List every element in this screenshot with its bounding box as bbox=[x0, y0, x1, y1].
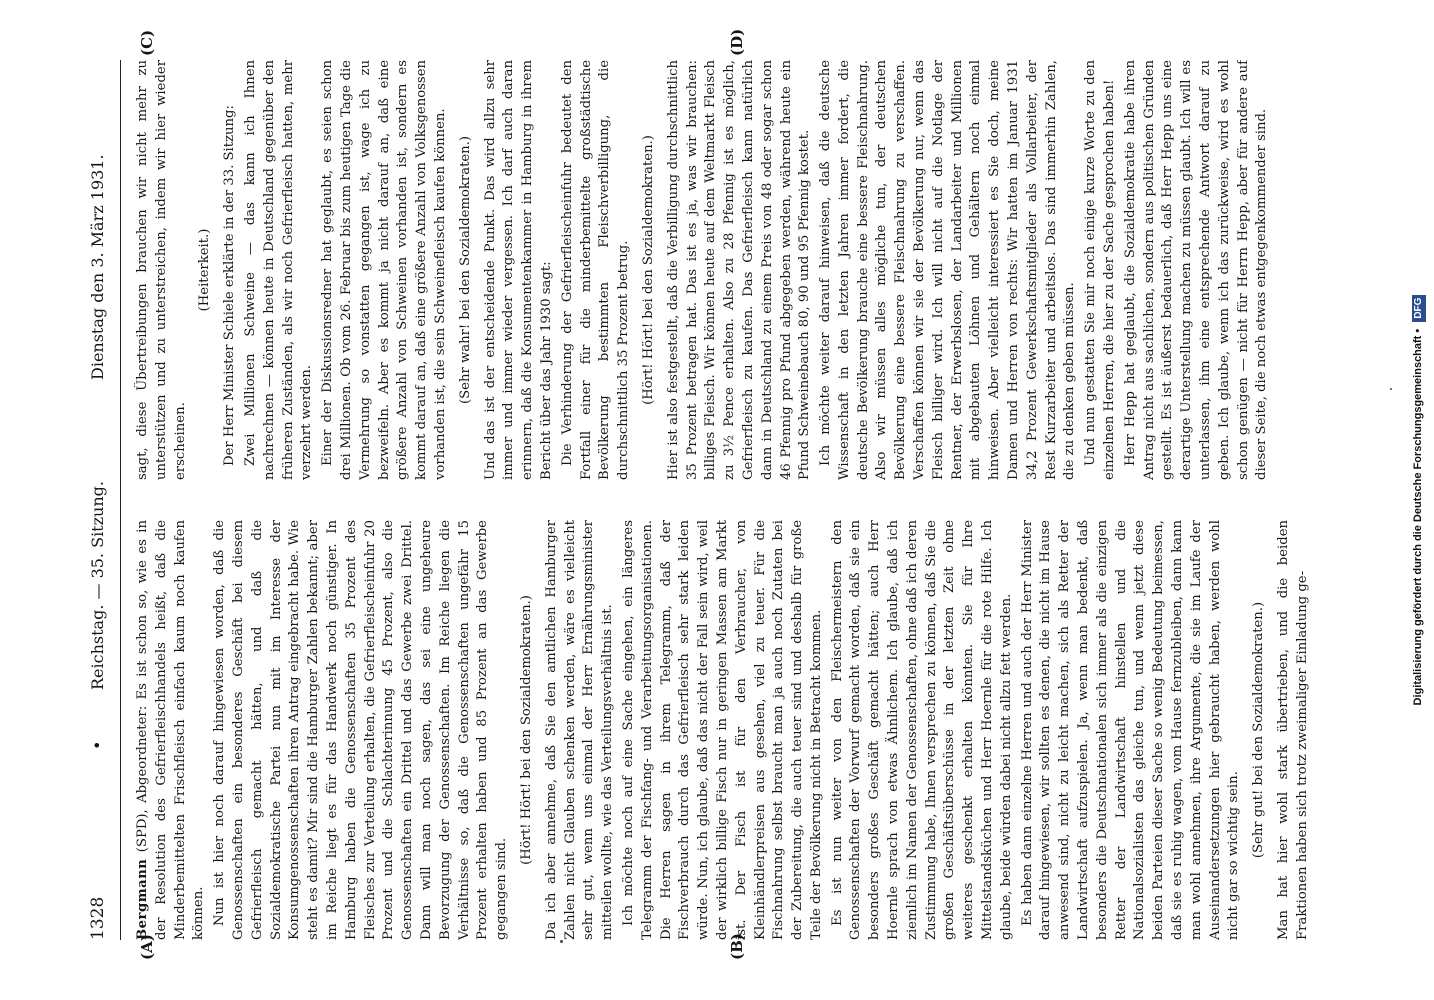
paragraph bbox=[1082, 60, 1120, 480]
paragraph bbox=[543, 520, 618, 940]
paragraph-text: Da ich aber annehme, daß Sie den amtlichen Hamburger Zahlen nicht Glauben schenken werden, wäre es vielleicht sehr gut, wenn uns einmal der Herr Ernährungsminister mitteilen wollte, wie das Verteilungsverhältnis ist. bbox=[543, 520, 616, 940]
paragraph bbox=[817, 60, 1080, 480]
paragraph-text: Die Verhinderung der Gefrierfleischeinfuhr bedeutet den Fortfall einer für die minderbemittelte großstädtische Bevölkerung bestimmten Fleischverbilligung, die durchschnittlich 35 Prozent betrug. bbox=[559, 60, 632, 480]
paragraph bbox=[665, 60, 815, 480]
scan-speck bbox=[1390, 388, 1392, 390]
paragraph-text: Nun ist hier noch darauf hingewiesen worden, daß die Genossenschaften ein besonderes Geschäft bei diesem Gefrierfleisch gemacht hätten, und daß die Sozialdemokratische Partei nun mit im Interesse der Konsumgenossenschaften ihren Antrag eingebracht habe. Wie steht es damit? Mir sind die Hamburger Zahlen bekannt; aber im Reiche liegt es für das Handwerk noch günstiger. In Hamburg haben die Genossenschaften 35 Prozent des Fleisches zur Verteilung erhalten, die Gefrierfleischeinfuhr 20 Prozent und die Schlachterinnung 45 Prozent, also die Genossenschaften ein Drittel und das Gewerbe zwei Drittel. Dann will man noch sagen, das sei eine ungeheure Bevorzugung der Genossenschaften. Im Reiche liegen die Verhältnisse so, daß die Genossenschaften ungefähr 15 Prozent erhalten haben und 85 Prozent an das Gewerbe gegangen sind. bbox=[212, 520, 510, 940]
speaker-name: Bergmann bbox=[135, 858, 150, 940]
margin-marker-c: (C) bbox=[138, 29, 156, 56]
paragraph-text: sagt, diese Übertreibungen brauchen wir nicht mehr zu unterstützen und zu unterstreichen, indem wir hier wieder erscheinen. bbox=[135, 60, 188, 480]
paragraph-text: (Hört! Hört! bei den Sozialdemokraten.) bbox=[518, 595, 534, 865]
paragraph-text: Es haben dann einzelne Herren und auch der Herr Minister darauf hingewiesen, wir sollten es denen, die nicht im Hause anwesend sind, nicht zu leicht machen, sich als Retter der Landwirtschaft aufzuspielen. Ja, wenn man bedenkt, daß besonders die Deutschnationalen sich immer als die einzigen Retter der Landwirtschaft hinstellen und die Nationalsozialisten das gleiche tun, und wenn jetzt diese beiden Parteien dieser Sache so wenig Bedeutung beimessen, daß sie es ruhig wagen, vom Hause fernzubleiben, dann kann man wohl annehmen, ihre Argumente, die sie im Laufe der Auseinandersetzungen hier gebraucht haben, werden wohl nicht gar so wichtig sein. bbox=[1019, 520, 1242, 940]
paragraph-text: Ich möchte noch auf eine Sache eingehen, ein längeres Telegramm der Fischfang- und Verarbeitungsorganisationen. Die Herren sagen in ihrem Telegramm, daß der Fischverbrauch durch das Gefrierfleisch sehr stark leiden würde. Nun, ich glaube, daß das nicht der Fall sein wird, weil der wirklich billige Fisch nur in geringen Massen am Markt ist. Der Fisch ist für den Verbraucher, von Kleinhändlerpreisen aus gesehen, viel zu teuer. Für die Fischnahrung selbst braucht man ja auch noch Zutaten bei der Zubereitung, die auch teuer sind und deshalb für große Teile der Bevölkerung nicht in Betracht kommen. bbox=[620, 520, 824, 940]
paragraph bbox=[211, 520, 512, 940]
interjection bbox=[196, 60, 215, 480]
paragraph-text: (Hört! Hört! bei den Sozialdemokraten.) bbox=[640, 135, 656, 405]
left-text-column bbox=[134, 520, 1314, 940]
digitization-watermark bbox=[1398, 0, 1434, 1000]
paragraph-text: Ich möchte weiter darauf hinweisen, daß die deutsche Wissenschaft in den letzten Jahren immer fordert, die deutsche Bevölkerung brauche eine bessere Fleischnahrung. Also wir müssen alles mögliche tun, der deutschen Bevölkerung eine bessere Fleischnahrung zu verschaffen. Verschaffen können wir sie der Bevölkerung nur, wenn das Fleisch billiger wird. Ich will nicht auf die Notlage der Rentner, der Erwerbslosen, der Landarbeiter und Millionen mit abgebauten Löhnen und Gehältern noch einmal hinweisen. Aber vielleicht interessiert es Sie doch, meine Damen und Herren von rechts: Wir hatten im Januar 1931 34,2 Prozent Gewerkschaftsmitglieder als Vollarbeiter, der Rest Kurzarbeiter und arbeitslos. Das sind immerhin Zahlen, die zu denken geben müssen. bbox=[818, 60, 1078, 480]
margin-marker-a: (A) bbox=[138, 934, 156, 960]
paragraph-text: Hier ist also festgestellt, daß die Verbilligung durchschnittlich 35 Prozent betragen hat. Das ist es ja, was wir brauchen: billiges Fleisch. Wir können heute auf dem Weltmarkt Fleisch zu 3½ Pence erhalten. Also zu 28 Pfennig ist es möglich, Gefrierfleisch zu kaufen. Das Gefrierfleisch kann natürlich dann in Deutschland zu einem Preis von 48 oder sogar schon 46 Pfennig pro Pfund abgegeben werden, während heute ein Pfund Schweinebauch 80, 90 und 95 Pfennig kostet. bbox=[665, 60, 813, 480]
paragraph-text: Es ist nun weiter von den Fleischermeistern den Genossenschaften der Vorwurf gemacht worden, daß sie ein besonders großes Geschäft gemacht hätten; auch Herr Hoernle sprach von etwas Ähnlichem. Ich glaube, daß ich ziemlich im Namen der Genossenschaften, ohne daß ich deren Zustimmung habe, Ihnen versprechen zu können, daß Sie die großen Geschäftsüberschüsse in der letzten Zeit ohne weiteres geschenkt erhalten könnten. Sie für Ihre Mittelstandsküchen und Herr Hoernle für die rote Hilfe. Ich glaube, beide würden dabei nicht allzu fett werden. bbox=[829, 520, 1014, 940]
watermark-text bbox=[1398, 0, 1434, 1000]
paragraph bbox=[221, 60, 240, 480]
paragraph bbox=[620, 520, 827, 940]
paragraph-text: (Sehr wahr! bei den Sozialdemokraten.) bbox=[457, 136, 473, 404]
interjection bbox=[518, 520, 537, 940]
margin-marker-b: (B) bbox=[728, 933, 746, 960]
dfg-logo: DFG bbox=[1412, 295, 1426, 322]
running-title: Reichstag. — 35. Sitzung. bbox=[88, 481, 107, 690]
header-rule bbox=[120, 60, 121, 940]
paragraph-text: Und nun gestatten Sie mir noch einige kurze Worte zu den einzelnen Herren, die hier zu der Sache gesprochen haben! bbox=[1083, 60, 1118, 480]
paragraph bbox=[1275, 520, 1313, 940]
paragraph bbox=[242, 60, 317, 480]
paragraph-text: Zwei Millionen Schweine — das kann ich Ihnen nachrechnen — können heute in Deutschland gegenüber den früheren Zuständen, als wir noch Gefrierfleisch hatten, mehr verzehrt werden. bbox=[242, 60, 315, 480]
session-date: Dienstag den 3. März 1931. bbox=[88, 154, 107, 380]
paragraph bbox=[319, 60, 451, 480]
paragraph bbox=[134, 60, 190, 480]
paragraph-text: Der Herr Minister Schiele erklärte in der 33. Sitzung: bbox=[222, 105, 238, 466]
paragraph bbox=[482, 60, 557, 480]
scan-speck bbox=[560, 940, 563, 943]
paragraph-text: Und das ist der entscheidende Punkt. Das wird allzu sehr immer und immer wieder vergessen. Ich darf auch daran erinnern, daß die Konsumentenkammer in Hamburg in ihrem Bericht über das Jahr 1930 sagt: bbox=[482, 60, 554, 480]
header-bullet: • bbox=[88, 740, 107, 750]
paragraph-text: (Sehr gut! bei den Sozialdemokraten.) bbox=[1251, 601, 1267, 859]
interjection bbox=[640, 60, 659, 480]
watermark-label: Digitalisierung gefördert durch die Deutsche Forschungsgemeinschaft • bbox=[1412, 328, 1424, 706]
paragraph bbox=[134, 520, 209, 940]
paragraph bbox=[1122, 60, 1272, 480]
page-number: 1328 bbox=[88, 896, 108, 940]
right-text-column bbox=[134, 60, 1314, 480]
paragraph-text: (SPD), Abgeordneter: Es ist schon so, wie es in der Resolution des Gefrierfleischhandels heißt, daß die Minderbemittelten Frischfleisch einfach kaum noch kaufen können. bbox=[135, 520, 207, 940]
paragraph-text: Einer der Diskussionsredner hat geglaubt, es seien schon drei Millionen. Ob vom 26. Februar bis zum heutigen Tage die Vermehrung so vonstatten gegangen ist, wage ich zu bezweifeln. Aber es kommt ja nicht darauf an, daß eine größere Anzahl von Schweinen vorhanden ist, sondern es kommt darauf an, daß eine größere Anzahl von Volksgenossen vorhanden ist, die sein Schweinefleisch kaufen können. bbox=[320, 60, 448, 480]
rotated-page bbox=[68, 0, 1348, 1000]
paragraph bbox=[559, 60, 634, 480]
paragraph-text: Man hat hier wohl stark übertrieben, und die beiden Fraktionen haben sich trotz zweimaliger Einladung ge- bbox=[1276, 520, 1310, 940]
page-header bbox=[88, 60, 122, 940]
interjection bbox=[457, 60, 476, 480]
paragraph-text: Herr Hepp hat geglaubt, die Sozialdemokratie habe ihren Antrag nicht aus sachlichen, sondern aus politischen Gründen gestellt. Es ist äußerst bedauerlich, daß Herr Hepp uns eine derartige Unterstellung machen zu müssen glaubt. Ich will es unterlassen, ihm eine entsprechende Antwort darauf zu geben. Ich glaube, wenn ich das zurückweise, wird es wohl schon genügen — nicht für Herrn Hepp, aber für andere auf dieser Seite, die noch etwas entgegenkommender sind. bbox=[1122, 60, 1270, 480]
paragraph bbox=[1019, 520, 1245, 940]
paragraph-text: (Heiterkeit.) bbox=[197, 228, 213, 312]
margin-marker-d: (D) bbox=[728, 28, 746, 56]
interjection bbox=[1250, 520, 1269, 940]
paragraph bbox=[829, 520, 1017, 940]
